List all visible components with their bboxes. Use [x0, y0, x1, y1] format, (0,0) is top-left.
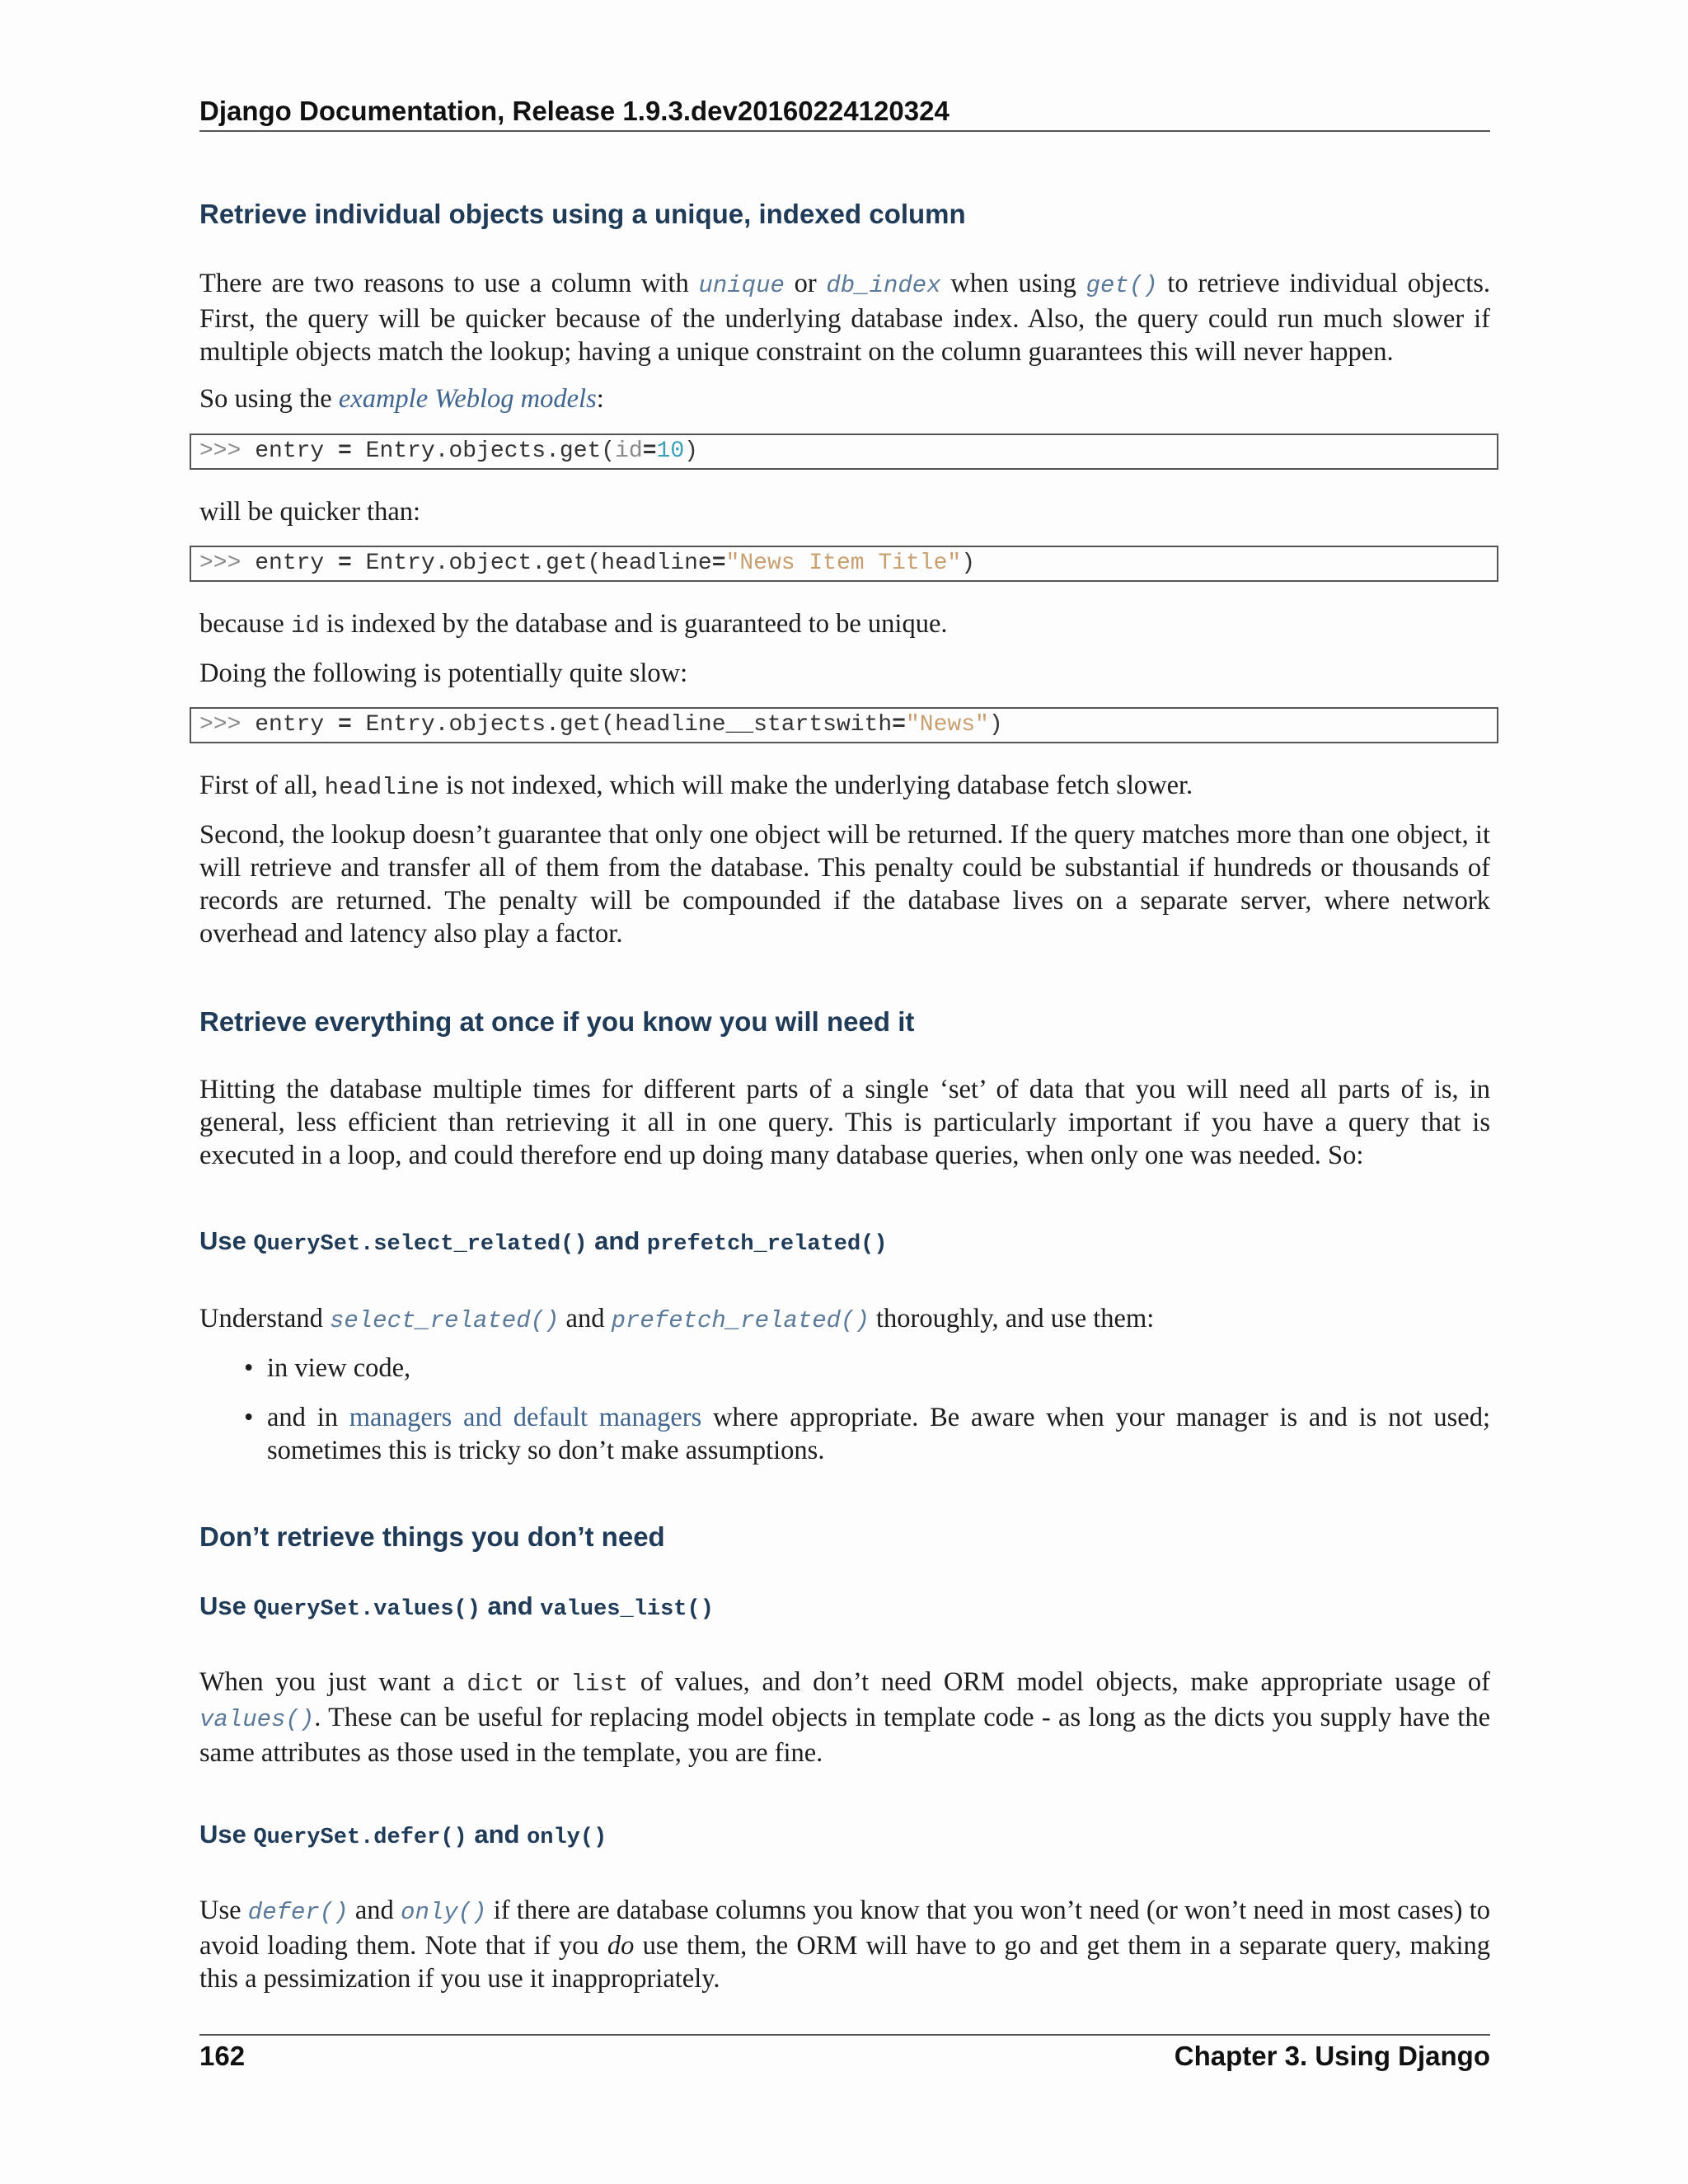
paragraph-quicker-than: will be quicker than: [199, 497, 421, 527]
page-header [199, 92, 1490, 132]
chapter-title: Chapter 3. Using Django [1174, 2041, 1490, 2071]
paragraph-unique-index: There are two reasons to use a column with unique or db_index when using get() to retrieve individual objects. First, the query will be quicker because of the underlying database index. Also, the query could run much slower if multiple objects match the lookup; having a unique constraint on the column guarantees this will never happen. [199, 269, 1490, 367]
list-item: • and in managers and default managers where appropriate. Be aware when your manager is and is not used; sometimes this is tricky so don’t make assumptions. [244, 1403, 1490, 1465]
paragraph-headline-not-indexed: First of all, headline is not indexed, which will make the underlying database fetch slower. [199, 771, 1193, 801]
paragraph-defer-only: Use defer() and only() if there are database columns you know that you won’t need (or won’t need in most cases) to avoid loading them. Note that if you do use them, the ORM will have to go and get them in a separate query, making this a pessimization if you use it inappropriately. [199, 1896, 1491, 1994]
page-footer [199, 2034, 1490, 2077]
link-db-index[interactable]: db_index [826, 272, 941, 299]
link-example-weblog-models[interactable]: example Weblog models [338, 384, 597, 414]
bullet-icon: • [244, 1353, 254, 1383]
link-get[interactable]: get() [1085, 272, 1158, 299]
inline-code-dict: dict [467, 1671, 525, 1698]
link-defer[interactable]: defer() [247, 1899, 349, 1926]
paragraph-potentially-slow: Doing the following is potentially quite slow: [199, 658, 688, 688]
inline-code-id: id [290, 612, 320, 640]
bullet-icon: • [244, 1403, 254, 1432]
code-block-get-startswith: >>> entry = Entry.objects.get(headline__startswith="News") [190, 707, 1498, 743]
link-select-related[interactable]: select_related() [329, 1307, 560, 1334]
link-values[interactable]: values() [199, 1706, 315, 1733]
link-only[interactable]: only() [401, 1899, 487, 1926]
code-block-get-by-id: >>> entry = Entry.objects.get(id=10) [190, 434, 1498, 470]
link-managers[interactable]: managers and default managers [349, 1403, 702, 1432]
paragraph-values: When you just want a dict or list of values, and don’t need ORM model objects, make appropriate usage of values(). These can be useful for replacing model objects in template code - as long as the dicts you supply have the same attributes as those used in the template, you are fine. [199, 1667, 1490, 1768]
inline-code-headline: headline [324, 774, 439, 801]
page-number: 162 [199, 2041, 246, 2071]
bullet-list [199, 1352, 1490, 1467]
paragraph-understand: Understand select_related() and prefetch_related() thoroughly, and use them: [199, 1304, 1155, 1334]
subsection-heading-values: Use QuerySet.values() and values_list() [199, 1591, 714, 1622]
section-heading-dont-retrieve: Don’t retrieve things you don’t need [199, 1521, 665, 1552]
paragraph-second-lookup: Second, the lookup doesn’t guarantee that only one object will be returned. If the query matches more than one object, it will retrieve and transfer all of them from the database. This penalty could be substantial if hundreds or thousands of records are returned. The penalty will be compounded if the database lives on a separate server, where network overhead and latency also play a factor. [199, 820, 1490, 949]
document-title: Django Documentation, Release 1.9.3.dev20160224120324 [199, 96, 950, 126]
code-block-get-by-headline: >>> entry = Entry.object.get(headline="News Item Title") [190, 546, 1498, 582]
paragraph-because-id: because id is indexed by the database and is guaranteed to be unique. [199, 609, 948, 640]
link-unique[interactable]: unique [698, 272, 785, 299]
subsection-heading-defer-only: Use QuerySet.defer() and only() [199, 1820, 607, 1850]
paragraph-hitting-database: Hitting the database multiple times for different parts of a single ‘set’ of data that you will need all parts of is, in general, less efficient than retrieving it all in one query. This is particularly important if you have a query that is executed in a loop, and could therefore end up doing many database queries, when only one was needed. So: [199, 1075, 1490, 1170]
subsection-heading-select-related: Use QuerySet.select_related() and prefetch_related() [199, 1226, 888, 1257]
section-heading-retrieve-individual: Retrieve individual objects using a unique, indexed column [199, 199, 966, 229]
inline-code-list: list [570, 1671, 629, 1698]
paragraph-so-using: So using the example Weblog models: [199, 384, 604, 414]
section-heading-retrieve-everything: Retrieve everything at once if you know you will need it [199, 1006, 915, 1037]
list-item: • in view code, [244, 1353, 411, 1383]
link-prefetch-related[interactable]: prefetch_related() [611, 1307, 870, 1334]
